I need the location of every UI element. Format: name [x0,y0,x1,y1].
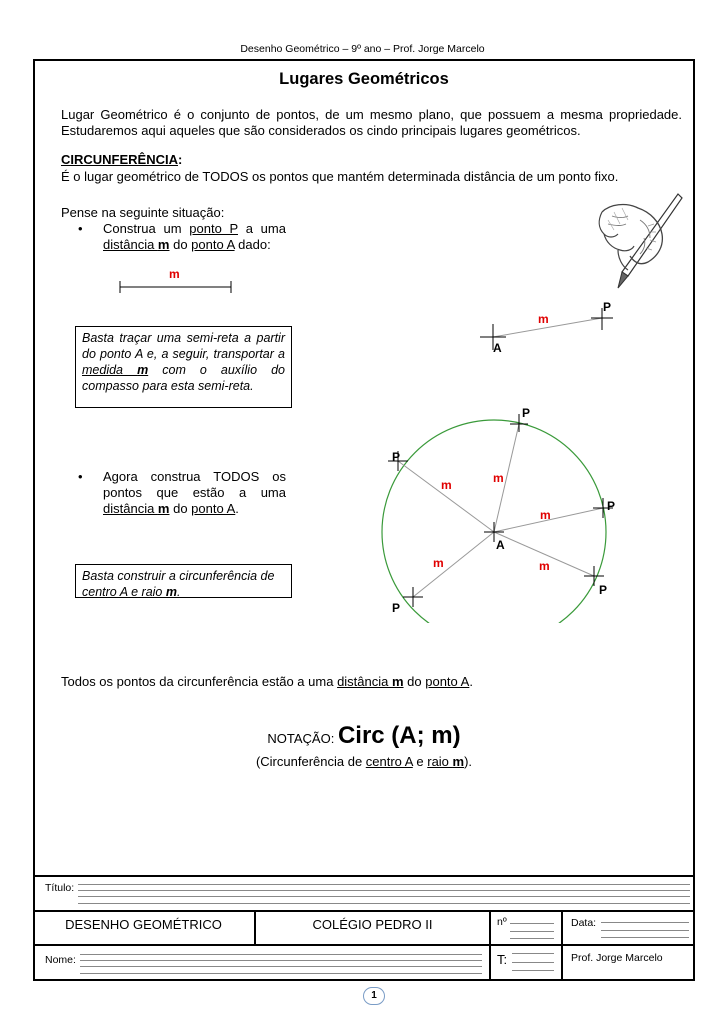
diagram2-label-p-bottom-left: P [392,601,401,615]
school-name: COLÉGIO PEDRO II [312,917,433,932]
section-heading-text: CIRCUNFERÊNCIA [61,152,178,167]
radii [398,424,603,597]
diagram2-label-m-5: m [433,556,444,570]
summary-text: Todos os pontos da circunferência estão a uma distância m do ponto A. [61,674,473,689]
bullet-item-1 [78,221,286,253]
running-header: Desenho Geométrico – 9º ano – Prof. Jorge Marcelo [240,43,485,55]
measure-m-label: m [169,267,180,281]
bullet-dot: • [78,469,83,484]
notation-description: (Circunferência de centro A e raio m). [255,754,473,769]
number-field[interactable] [510,923,554,939]
hand-pencil-illustration [588,190,684,295]
diagram2-label-a: A [496,538,505,552]
name-label: Nome: [45,954,76,966]
number-label: nº [497,916,507,928]
diagram-semi-ray [470,298,620,358]
diagram2-label-m-3: m [540,508,551,522]
instruction-box-2: Basta construir a circunferência de centro A e raio m. [75,564,292,598]
bullet-dot: • [78,221,83,236]
notation-formula: Circ (A; m) [337,722,461,749]
diagram1-label-m: m [538,312,549,326]
bullet-item-2 [78,469,286,517]
titulo-field[interactable] [78,884,690,904]
diagram2-label-p-right: P [607,499,616,513]
diagram2-label-p-bottom-right: P [599,583,608,597]
diagram2-label-p-top: P [522,406,531,420]
name-field[interactable] [80,954,482,974]
diagram2-label-p-left: P [392,450,401,464]
date-label: Data: [571,917,597,929]
measure-m-segment [115,280,240,296]
diagram2-label-m-4: m [539,559,550,573]
diagram-circumference [370,398,625,623]
bullet-1-text: Construa um ponto P a uma distância m do ponto A dado: [103,221,286,252]
page-number: 1 [363,987,385,1005]
diagram1-label-a: A [493,341,502,355]
course-name: DESENHO GEOMÉTRICO [65,917,222,932]
intro-paragraph: Lugar Geométrico é o conjunto de pontos, de um mesmo plano, que possuem a mesma propriedade. Estudaremos aqui aqueles que são considerados os cindo principais lugares geométricos. [61,107,682,138]
instruction-box-1: Basta traçar uma semi-reta a partir do ponto A e, a seguir, transportar a medida m com o auxílio do compasso para esta semi-reta. [75,326,292,408]
t-label: T: [497,952,508,967]
point-marks [388,414,616,607]
pense-text: Pense na seguinte situação: [61,205,225,220]
bullet-2-text: Agora construa TODOS os pontos que estão a uma distância m do ponto A. [103,469,286,516]
diagram1-label-p: P [603,300,612,314]
circumference-circle [382,420,606,623]
date-field[interactable] [601,922,689,938]
section-heading [61,152,182,167]
page-title: Lugares Geométricos [279,70,449,88]
section-heading-colon: : [178,152,183,167]
notation [33,722,695,750]
professor-name: Prof. Jorge Marcelo [571,952,663,964]
diagram2-label-m-2: m [441,478,452,492]
titulo-label: Título: [45,882,75,894]
diagram2-label-m-1: m [493,471,504,485]
definition-text: É o lugar geométrico de TODOS os pontos que mantém determinada distância de um ponto fixo. [61,169,619,184]
t-field[interactable] [512,953,554,971]
notation-label: NOTAÇÃO: [267,731,338,746]
